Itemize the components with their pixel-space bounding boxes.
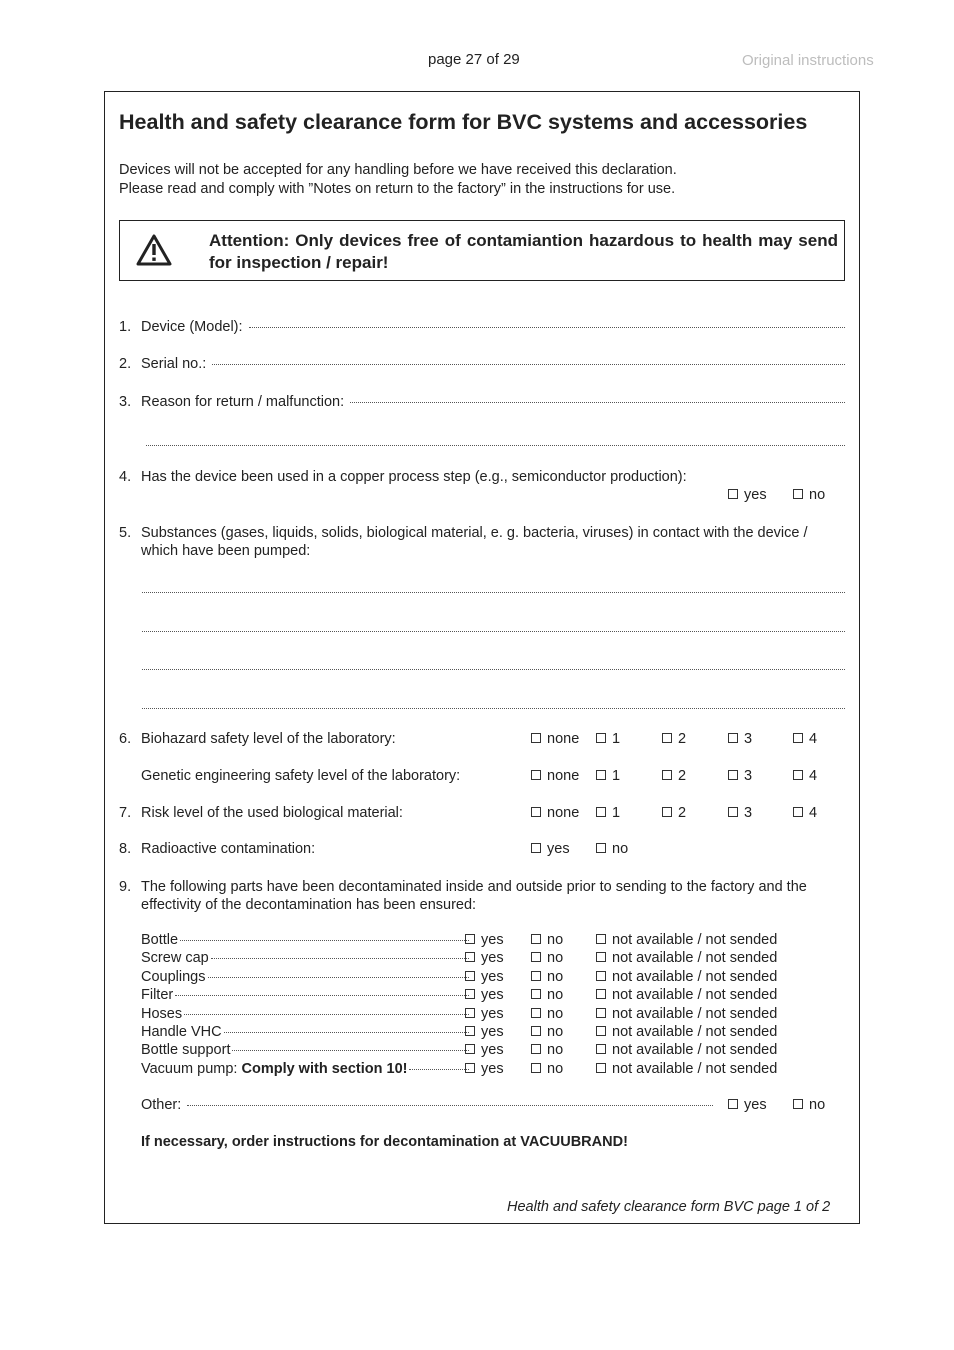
- genetic-level2-label: 2: [678, 768, 687, 784]
- part-yes-checkbox[interactable]: [465, 987, 504, 1003]
- q6-level4-label: 4: [809, 731, 818, 747]
- q1-number: 1.: [119, 319, 132, 335]
- q8-no-label: no: [612, 841, 629, 857]
- substances-line-1[interactable]: [142, 580, 845, 596]
- q6-level2-checkbox[interactable]: [662, 731, 686, 747]
- q7-label: Risk level of the used biological material:: [141, 805, 403, 821]
- q5-question: [119, 524, 849, 560]
- part-row-vacuum-pump: [141, 1061, 471, 1077]
- q7-level2-label: 2: [678, 805, 687, 821]
- other-yes-label: yes: [744, 1097, 767, 1113]
- q7-number: 7.: [119, 805, 132, 821]
- part-row: [141, 987, 471, 1003]
- vacuum-pump-yes-checkbox[interactable]: [465, 1061, 504, 1077]
- serial-no-field[interactable]: [119, 356, 845, 372]
- part-label: Handle VHC: [141, 1024, 222, 1040]
- q4-no-checkbox[interactable]: [793, 487, 825, 503]
- part-yes-checkbox[interactable]: [465, 1024, 504, 1040]
- part-label: Hoses: [141, 1006, 183, 1022]
- part-label: Bottle: [141, 932, 179, 948]
- q8-question: [119, 841, 315, 857]
- part-na-label: not available / not sended: [612, 1024, 778, 1040]
- substances-line-3[interactable]: [142, 657, 845, 673]
- q7-none-label: none: [547, 805, 580, 821]
- part-yes-label: yes: [481, 1042, 504, 1058]
- substances-line-2[interactable]: [142, 619, 845, 635]
- q5-dotted-line-3: [142, 669, 845, 670]
- part-yes-checkbox[interactable]: [465, 1042, 504, 1058]
- genetic-level3-label: 3: [744, 768, 753, 784]
- part-na-checkbox[interactable]: [596, 1024, 777, 1040]
- part-row: [141, 950, 471, 966]
- q9-question: [119, 878, 854, 914]
- q2-label: Serial no.:: [141, 356, 207, 372]
- q4-yes-label: yes: [744, 487, 767, 503]
- part-no-checkbox[interactable]: [531, 987, 563, 1003]
- other-yes-checkbox[interactable]: [728, 1097, 767, 1113]
- part-no-label: no: [547, 969, 564, 985]
- form-footer: Health and safety clearance form BVC page 1 of 2: [507, 1199, 831, 1215]
- part-dots: [211, 958, 469, 959]
- q7-level3-checkbox[interactable]: [728, 805, 752, 821]
- q4-label: Has the device been used in a copper process step (e.g., semiconductor production):: [141, 469, 687, 485]
- reason-continuation-field[interactable]: [146, 433, 845, 449]
- q6-number: 6.: [119, 731, 132, 747]
- part-na-label: not available / not sended: [612, 1042, 778, 1058]
- q5-dotted-line-2: [142, 631, 845, 632]
- part-na-label: not available / not sended: [612, 932, 778, 948]
- q1-dotted-line: [249, 327, 845, 328]
- q5-label-line2: which have been pumped:: [141, 543, 311, 559]
- q4-question: [119, 469, 687, 485]
- q6-label: Biohazard safety level of the laboratory:: [141, 731, 396, 747]
- part-na-checkbox[interactable]: [596, 987, 777, 1003]
- vacuum-pump-label: Vacuum pump:: [141, 1061, 238, 1077]
- part-na-label: not available / not sended: [612, 987, 778, 1003]
- part-label: Couplings: [141, 969, 206, 985]
- decontamination-note: If necessary, order instructions for decontamination at VACUUBRAND!: [141, 1134, 628, 1150]
- attention-text: Attention: Only devices free of contamiantion hazardous to health may send for inspection / repair!: [209, 231, 838, 272]
- part-row: [141, 932, 471, 948]
- q9-label-line1: The following parts have been decontaminated inside and outside prior to sending to the factory and the: [141, 879, 807, 895]
- part-row: [141, 1042, 471, 1058]
- form-title: Health and safety clearance form for BVC systems and accessories: [119, 110, 808, 134]
- part-no-label: no: [547, 1042, 564, 1058]
- q6-none-label: none: [547, 731, 580, 747]
- part-label: Screw cap: [141, 950, 209, 966]
- part-na-checkbox[interactable]: [596, 1042, 777, 1058]
- part-dots: [184, 1014, 469, 1015]
- vacuum-pump-na-label: not available / not sended: [612, 1061, 778, 1077]
- q3-number: 3.: [119, 394, 132, 410]
- q7-level4-label: 4: [809, 805, 818, 821]
- q6-level1-checkbox[interactable]: [596, 731, 620, 747]
- part-yes-label: yes: [481, 950, 504, 966]
- part-yes-checkbox[interactable]: [465, 969, 504, 985]
- q3-dotted-line: [350, 402, 845, 403]
- other-label: Other:: [141, 1097, 182, 1113]
- reason-for-return-field[interactable]: [119, 394, 845, 410]
- part-na-checkbox[interactable]: [596, 932, 777, 948]
- q9-number: 9.: [119, 879, 132, 895]
- q4-no-label: no: [809, 487, 826, 503]
- q6-none-checkbox[interactable]: [531, 731, 579, 747]
- part-na-checkbox[interactable]: [596, 969, 777, 985]
- other-dotted-line: [187, 1105, 713, 1106]
- part-na-label: not available / not sended: [612, 1006, 778, 1022]
- genetic-none-checkbox[interactable]: [531, 768, 579, 784]
- q8-yes-label: yes: [547, 841, 570, 857]
- part-yes-label: yes: [481, 969, 504, 985]
- vacuum-pump-na-checkbox[interactable]: [596, 1061, 777, 1077]
- intro-line-2: Please read and comply with ”Notes on return to the factory” in the instructions for use.: [119, 181, 676, 197]
- part-no-checkbox[interactable]: [531, 950, 563, 966]
- part-no-checkbox[interactable]: [531, 1006, 563, 1022]
- part-na-checkbox[interactable]: [596, 1006, 777, 1022]
- q6-level3-checkbox[interactable]: [728, 731, 752, 747]
- q6-level4-checkbox[interactable]: [793, 731, 817, 747]
- device-model-field[interactable]: [119, 319, 845, 335]
- q1-label: Device (Model):: [141, 319, 243, 335]
- other-no-checkbox[interactable]: [793, 1097, 825, 1113]
- part-row: [141, 1024, 471, 1040]
- part-label: Filter: [141, 987, 174, 1003]
- part-yes-label: yes: [481, 1024, 504, 1040]
- q5-label-line1: Substances (gases, liquids, solids, biological material, e. g. bacteria, viruses) in contact with the device /: [141, 525, 808, 541]
- q7-level1-checkbox[interactable]: [596, 805, 620, 821]
- genetic-level4-checkbox[interactable]: [793, 768, 817, 784]
- part-label: Bottle support: [141, 1042, 231, 1058]
- part-no-checkbox[interactable]: [531, 932, 563, 948]
- page-number: page 27 of 29: [428, 51, 520, 68]
- q8-no-checkbox[interactable]: [596, 841, 628, 857]
- q8-number: 8.: [119, 841, 132, 857]
- part-dots: [175, 995, 469, 996]
- q5-number: 5.: [119, 525, 132, 541]
- q7-question: [119, 805, 403, 821]
- intro-line-1: Devices will not be accepted for any handling before we have received this declaration.: [119, 162, 677, 178]
- part-no-label: no: [547, 1006, 564, 1022]
- substances-line-4[interactable]: [142, 696, 845, 712]
- part-no-label: no: [547, 1024, 564, 1040]
- genetic-none-label: none: [547, 768, 580, 784]
- part-dots: [224, 1032, 469, 1033]
- vacuum-pump-note: Comply with section 10!: [241, 1061, 408, 1077]
- part-yes-checkbox[interactable]: [465, 932, 504, 948]
- part-dots: [208, 977, 470, 978]
- part-no-checkbox[interactable]: [531, 1024, 563, 1040]
- part-row: [141, 1006, 471, 1022]
- q7-level4-checkbox[interactable]: [793, 805, 817, 821]
- genetic-level1-checkbox[interactable]: [596, 768, 620, 784]
- part-no-checkbox[interactable]: [531, 969, 563, 985]
- original-instructions-label: Original instructions: [742, 52, 874, 69]
- q5-dotted-line-4: [142, 708, 845, 709]
- q7-level1-label: 1: [612, 805, 621, 821]
- warning-triangle-icon: [136, 234, 172, 266]
- genetic-level2-checkbox[interactable]: [662, 768, 686, 784]
- other-field[interactable]: [141, 1097, 713, 1113]
- part-no-label: no: [547, 987, 564, 1003]
- q6-level1-label: 1: [612, 731, 621, 747]
- q8-yes-checkbox[interactable]: [531, 841, 570, 857]
- q4-yes-checkbox[interactable]: [728, 487, 767, 503]
- attention-box: [119, 220, 845, 281]
- q2-number: 2.: [119, 356, 132, 372]
- q3-dotted-line-2: [146, 445, 845, 446]
- q6-level2-label: 2: [678, 731, 687, 747]
- part-dots: [232, 1050, 469, 1051]
- genetic-level3-checkbox[interactable]: [728, 768, 752, 784]
- genetic-level4-label: 4: [809, 768, 818, 784]
- part-yes-label: yes: [481, 932, 504, 948]
- q7-none-checkbox[interactable]: [531, 805, 579, 821]
- vacuum-pump-yes-label: yes: [481, 1061, 504, 1077]
- q5-dotted-line-1: [142, 592, 845, 593]
- part-yes-label: yes: [481, 1006, 504, 1022]
- part-row: [141, 969, 471, 985]
- q3-label: Reason for return / malfunction:: [141, 394, 345, 410]
- part-yes-checkbox[interactable]: [465, 1006, 504, 1022]
- vacuum-pump-no-checkbox[interactable]: [531, 1061, 563, 1077]
- part-no-checkbox[interactable]: [531, 1042, 563, 1058]
- q7-level2-checkbox[interactable]: [662, 805, 686, 821]
- q8-label: Radioactive contamination:: [141, 841, 316, 857]
- vacuum-pump-no-label: no: [547, 1061, 564, 1077]
- q4-number: 4.: [119, 469, 132, 485]
- part-no-label: no: [547, 932, 564, 948]
- part-no-label: no: [547, 950, 564, 966]
- part-na-label: not available / not sended: [612, 969, 778, 985]
- genetic-label: Genetic engineering safety level of the laboratory:: [141, 768, 461, 784]
- part-na-label: not available / not sended: [612, 950, 778, 966]
- q7-level3-label: 3: [744, 805, 753, 821]
- q6-level3-label: 3: [744, 731, 753, 747]
- vacuum-pump-dots: [409, 1069, 469, 1070]
- part-yes-label: yes: [481, 987, 504, 1003]
- q2-dotted-line: [212, 364, 845, 365]
- q9-label-line2: effectivity of the decontamination has been ensured:: [141, 897, 477, 913]
- form-intro: [119, 161, 859, 199]
- genetic-level1-label: 1: [612, 768, 621, 784]
- part-na-checkbox[interactable]: [596, 950, 777, 966]
- part-yes-checkbox[interactable]: [465, 950, 504, 966]
- q6-question: [119, 731, 396, 747]
- other-no-label: no: [809, 1097, 826, 1113]
- part-dots: [180, 940, 469, 941]
